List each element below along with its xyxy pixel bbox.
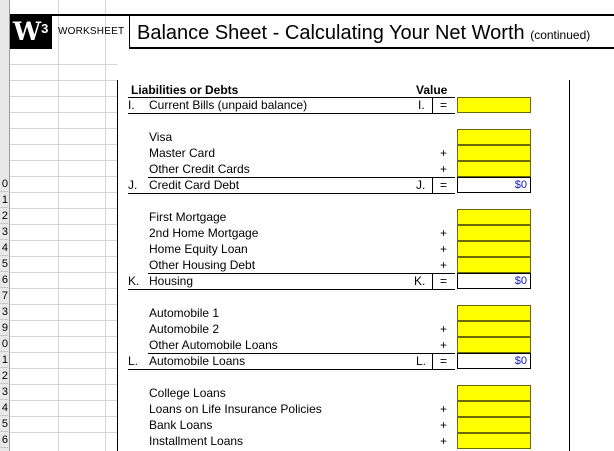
life-insurance-loans-input[interactable] [457,401,531,417]
title-suffix: (continued) [530,28,591,42]
grid-line [10,160,117,161]
grid-line [10,240,117,241]
credit-card-debt-total[interactable]: $0 [457,177,531,193]
grid-line [10,352,117,353]
row-number[interactable]: 2 [0,208,8,224]
row-number[interactable]: 5 [0,416,8,432]
plus-sign: + [440,338,448,352]
plus-sign: + [440,434,448,448]
column-divider [432,97,433,113]
table-right-border [569,80,570,451]
row-underline [128,113,455,114]
row-number[interactable]: 3 [0,224,8,240]
row-underline [128,369,455,370]
home-equity-loan-input[interactable] [457,241,531,257]
sum-letter: J. [416,178,426,192]
plus-sign: + [440,322,448,336]
row-label: Other Automobile Loans [149,338,278,352]
equals-sign: = [440,98,448,112]
row-number[interactable]: 2 [0,368,8,384]
row-number[interactable]: 4 [0,240,8,256]
row-number[interactable]: 0 [0,336,8,352]
subtotal-line [148,177,455,178]
row-number[interactable]: 0 [0,176,8,192]
row-letter: L. [128,354,139,368]
row-label: Visa [149,130,173,144]
current-bills-input[interactable] [457,97,531,113]
other-credit-cards-input[interactable] [457,161,531,177]
sum-letter: I. [418,98,425,112]
row-number-gutter [0,0,10,451]
table-left-border [117,80,118,451]
grid-line [10,112,117,113]
row-label: Other Housing Debt [149,258,256,272]
sum-letter: K. [414,274,426,288]
housing-total[interactable]: $0 [457,273,531,289]
plus-sign: + [440,162,448,176]
visa-input[interactable] [457,129,531,145]
title-text: Balance Sheet - Calculating Your Net Worth [137,22,525,44]
worksheet-label: WORKSHEET [58,26,125,37]
row-number[interactable]: 4 [0,400,8,416]
automobile-loans-total[interactable]: $0 [457,353,531,369]
row-label: Loans on Life Insurance Policies [149,402,322,416]
row-number[interactable]: 3 [0,304,8,320]
row-label: Automobile Loans [149,354,246,368]
grid-line [10,176,117,177]
row-label: Credit Card Debt [149,178,240,192]
row-letter: J. [128,178,138,192]
row-number[interactable]: 6 [0,272,8,288]
equals-sign: = [440,354,448,368]
row-label: 2nd Home Mortgage [149,226,259,240]
installment-loans-input[interactable] [457,433,531,449]
row-number[interactable]: 9 [0,320,8,336]
row-label: Installment Loans [149,434,244,448]
row-number[interactable]: 5 [0,256,8,272]
master-card-input[interactable] [457,145,531,161]
logo-number: 3 [41,21,49,36]
row-number[interactable]: 1 [0,352,8,368]
automobile-1-input[interactable] [457,305,531,321]
plus-sign: + [440,402,448,416]
college-loans-input[interactable] [457,385,531,401]
subtotal-line [148,273,455,274]
header-top-rule [10,14,614,16]
sum-letter: L. [416,354,427,368]
other-housing-debt-input[interactable] [457,257,531,273]
row-underline [128,289,455,290]
column-divider [432,177,433,193]
row-label: Automobile 1 [149,306,220,320]
grid-line [10,384,117,385]
grid-line [10,320,117,321]
grid-line [10,64,117,65]
plus-sign: + [440,146,448,160]
plus-sign: + [440,242,448,256]
grid-line [10,144,117,145]
row-label: Home Equity Loan [149,242,248,256]
grid-line [10,128,117,129]
plus-sign: + [440,226,448,240]
logo-letter: W [13,17,42,46]
row-label: Housing [149,274,194,288]
row-label: Master Card [149,146,216,160]
row-number[interactable]: 7 [0,288,8,304]
plus-sign: + [440,418,448,432]
header-bottom-rule [130,47,614,49]
row-letter: I. [128,98,135,112]
row-label: College Loans [149,386,226,400]
row-underline [128,193,455,194]
page-title [137,22,590,45]
header-separator [129,14,130,49]
grid-line [10,256,117,257]
bank-loans-input[interactable] [457,417,531,433]
column-divider [432,353,433,369]
row-number[interactable]: 6 [0,432,8,448]
grid-line [10,208,117,209]
grid-line [10,288,117,289]
row-label: Current Bills (unpaid balance) [149,98,308,112]
row-label: Automobile 2 [149,322,220,336]
plus-sign: + [440,258,448,272]
column-divider [432,273,433,289]
grid-line [10,224,117,225]
other-automobile-loans-input[interactable] [457,337,531,353]
automobile-2-input[interactable] [457,321,531,337]
row-label: Other Credit Cards [149,162,250,176]
grid-line [10,368,117,369]
row-number[interactable]: 1 [0,192,8,208]
grid-line [10,416,117,417]
grid-line [10,336,117,337]
row-number[interactable]: 3 [0,384,8,400]
grid-line [10,304,117,305]
row-label: Bank Loans [149,418,213,432]
equals-sign: = [440,178,448,192]
equals-sign: = [440,274,448,288]
grid-line [10,80,117,81]
liabilities-heading: Liabilities or Debts [131,83,239,97]
second-mortgage-input[interactable] [457,225,531,241]
value-heading: Value [416,83,448,97]
row-label: First Mortgage [149,210,227,224]
worksheet-logo [10,15,52,49]
grid-line [10,192,117,193]
grid-line [10,432,117,433]
grid-line [10,96,117,97]
row-letter: K. [128,274,140,288]
grid-line [10,400,117,401]
first-mortgage-input[interactable] [457,209,531,225]
subtotal-line [148,353,455,354]
grid-line [10,272,117,273]
